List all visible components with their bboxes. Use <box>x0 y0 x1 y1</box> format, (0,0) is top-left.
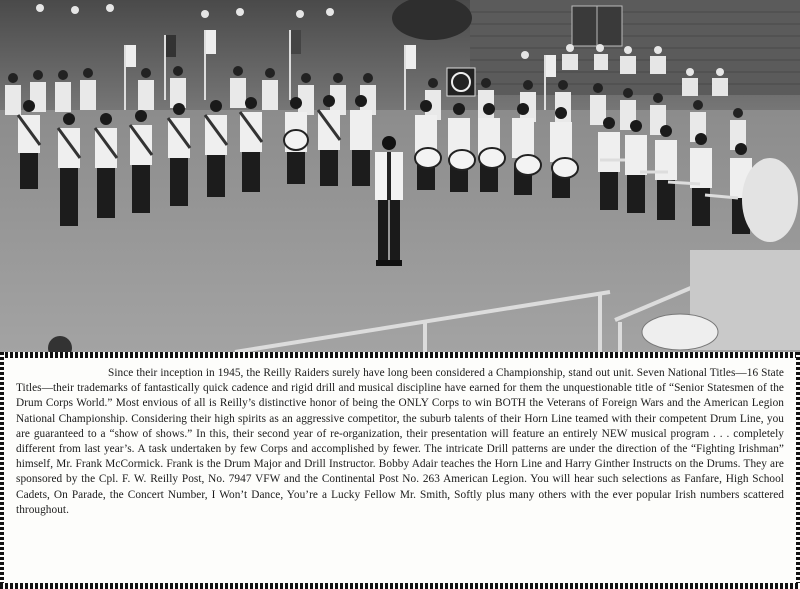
article-panel <box>0 352 800 589</box>
article-paragraph: Since their inception in 1945, the Reilly Raiders surely have long been considered a Championship, stand out unit. Seven National Titles—16 State Titles—their trademarks of fantastically quick cadence and rigid drill and musical discipline have earned for them the unquestionable title of “Senior Statesmen of the Drum Corps World.” Most envious of all is Reilly’s distinctive honor of being the ONLY Corps to win BOTH the Veterans of Foreign Wars and the American Legion National Championship. Considering their high spirits as an aggressive competitor, the suburb talents of their Horn Line teamed with their competent Drum Line, you are guaranteed to a “show of shows.” In this, their second year of re-organization, their presentation will feature an entirely NEW musical program . . . completely different from last year’s. A task undertaken by few Corps and accomplished by fewer. The intricate Drill patterns are under the direction of the “Fighting Irishman” himself, Mr. Frank McCormick. Frank is the Drum Major and Drill Instructor. Bobby Adair teaches the Horn Line and Harry Ginther Instructs on the Drums. They are sponsored by the Cpl. F. W. Reilly Post, No. 7947 VFW and the Continental Post No. 263 American Legion. You will hear such selections as Fanfare, High School Cadets, On Parade, the Concert Number, I Won’t Dance, You’re a Lucky Fellow Mr. Smith, Softly plus many others with the ever popular Irish numbers scattered throughout. <box>16 367 784 516</box>
